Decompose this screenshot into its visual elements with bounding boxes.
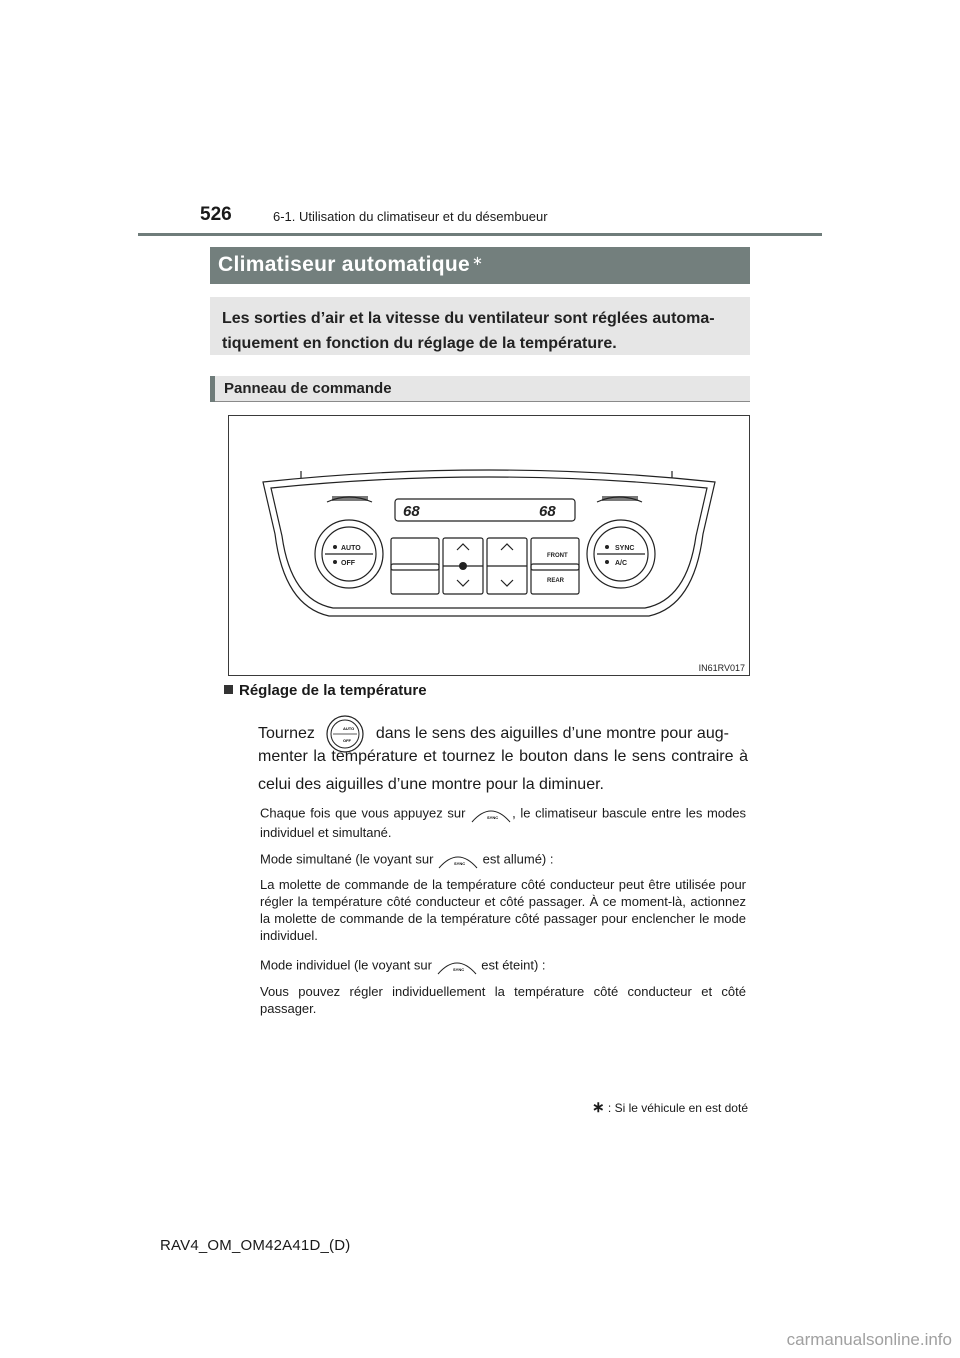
footnote-star-icon: ∗ bbox=[591, 1099, 605, 1116]
header-divider bbox=[138, 233, 822, 236]
document-code: RAV4_OM_OM42A41D_(D) bbox=[160, 1237, 351, 1254]
watermark: carmanualsonline.info bbox=[786, 1330, 952, 1349]
sync-button-icon bbox=[437, 850, 479, 870]
sync-button-icon bbox=[470, 804, 512, 824]
sync-icon-text-2: SYNC bbox=[454, 861, 466, 866]
temperature-paragraph-line1: Tournez AUTO OFF dans le sens des aiguilles d’une montre pour aug- bbox=[258, 714, 748, 754]
off-dial-text: OFF bbox=[343, 738, 352, 743]
figure-code: IN61RV017 bbox=[698, 663, 745, 673]
note-individual-text: Vous pouvez régler individuellement la température côté conducteur et côté passager. bbox=[260, 984, 746, 1016]
page-title-bar bbox=[210, 247, 750, 284]
square-bullet-icon bbox=[224, 685, 233, 694]
temperature-heading: Réglage de la température bbox=[224, 682, 427, 699]
section-marker bbox=[210, 376, 215, 402]
footnote: ∗ : Si le véhicule en est doté bbox=[591, 1099, 748, 1116]
section-heading: Panneau de commande bbox=[224, 380, 392, 397]
control-panel-illustration bbox=[229, 416, 749, 675]
note-individual-heading: Mode individuel (le voyant sur SYNC est éteint) : bbox=[260, 956, 746, 976]
front-defog-label: FRONT bbox=[547, 553, 568, 559]
section-heading-bar bbox=[210, 376, 750, 402]
page-title: Climatiseur automatique ∗ bbox=[218, 253, 484, 276]
sync-icon-text-3: SYNC bbox=[452, 967, 464, 972]
temperature-paragraph-rest: menter la température et tournez le bouton dans le sens contraire à celui des aiguilles d’une montre pour la diminuer. bbox=[258, 748, 748, 793]
page-number: 526 bbox=[200, 204, 232, 225]
rear-defog-label: REAR bbox=[547, 578, 565, 584]
intro-text: Les sorties d’air et la vitesse du ventilateur sont réglées automa-tiquement en fonction du réglage de la température. bbox=[222, 310, 715, 352]
sync-button-icon bbox=[436, 956, 478, 976]
auto-dial-text: AUTO bbox=[343, 726, 355, 731]
sync-label: SYNC bbox=[615, 545, 635, 552]
footnote-star-icon: ∗ bbox=[471, 253, 484, 268]
intro-box bbox=[210, 297, 750, 355]
display-temp-left: 68 bbox=[403, 503, 420, 520]
ac-label: A/C bbox=[615, 560, 628, 567]
note-sync-toggle: Chaque fois que vous appuyez sur SYNC , le climatiseur bascule entre les modes individuel et simultané. bbox=[260, 805, 747, 840]
display-temp-right: 68 bbox=[539, 503, 556, 520]
sync-icon-text-1: SYNC bbox=[487, 815, 499, 820]
note-simultaneous-text: La molette de commande de la température côté conducteur peut être utilisée pour régler la température côté conducteur et côté passager. À ce moment-là, actionnez la molette de commande de la température côté passager pour enclencher le mode individuel. bbox=[260, 877, 746, 943]
off-label: OFF bbox=[341, 560, 355, 567]
section-header: 6-1. Utilisation du climatiseur et du désembueur bbox=[273, 209, 548, 224]
auto-label: AUTO bbox=[341, 545, 361, 552]
note-simultaneous-heading: Mode simultané (le voyant sur SYNC est allumé) : bbox=[260, 850, 746, 870]
control-panel-figure bbox=[228, 415, 750, 676]
